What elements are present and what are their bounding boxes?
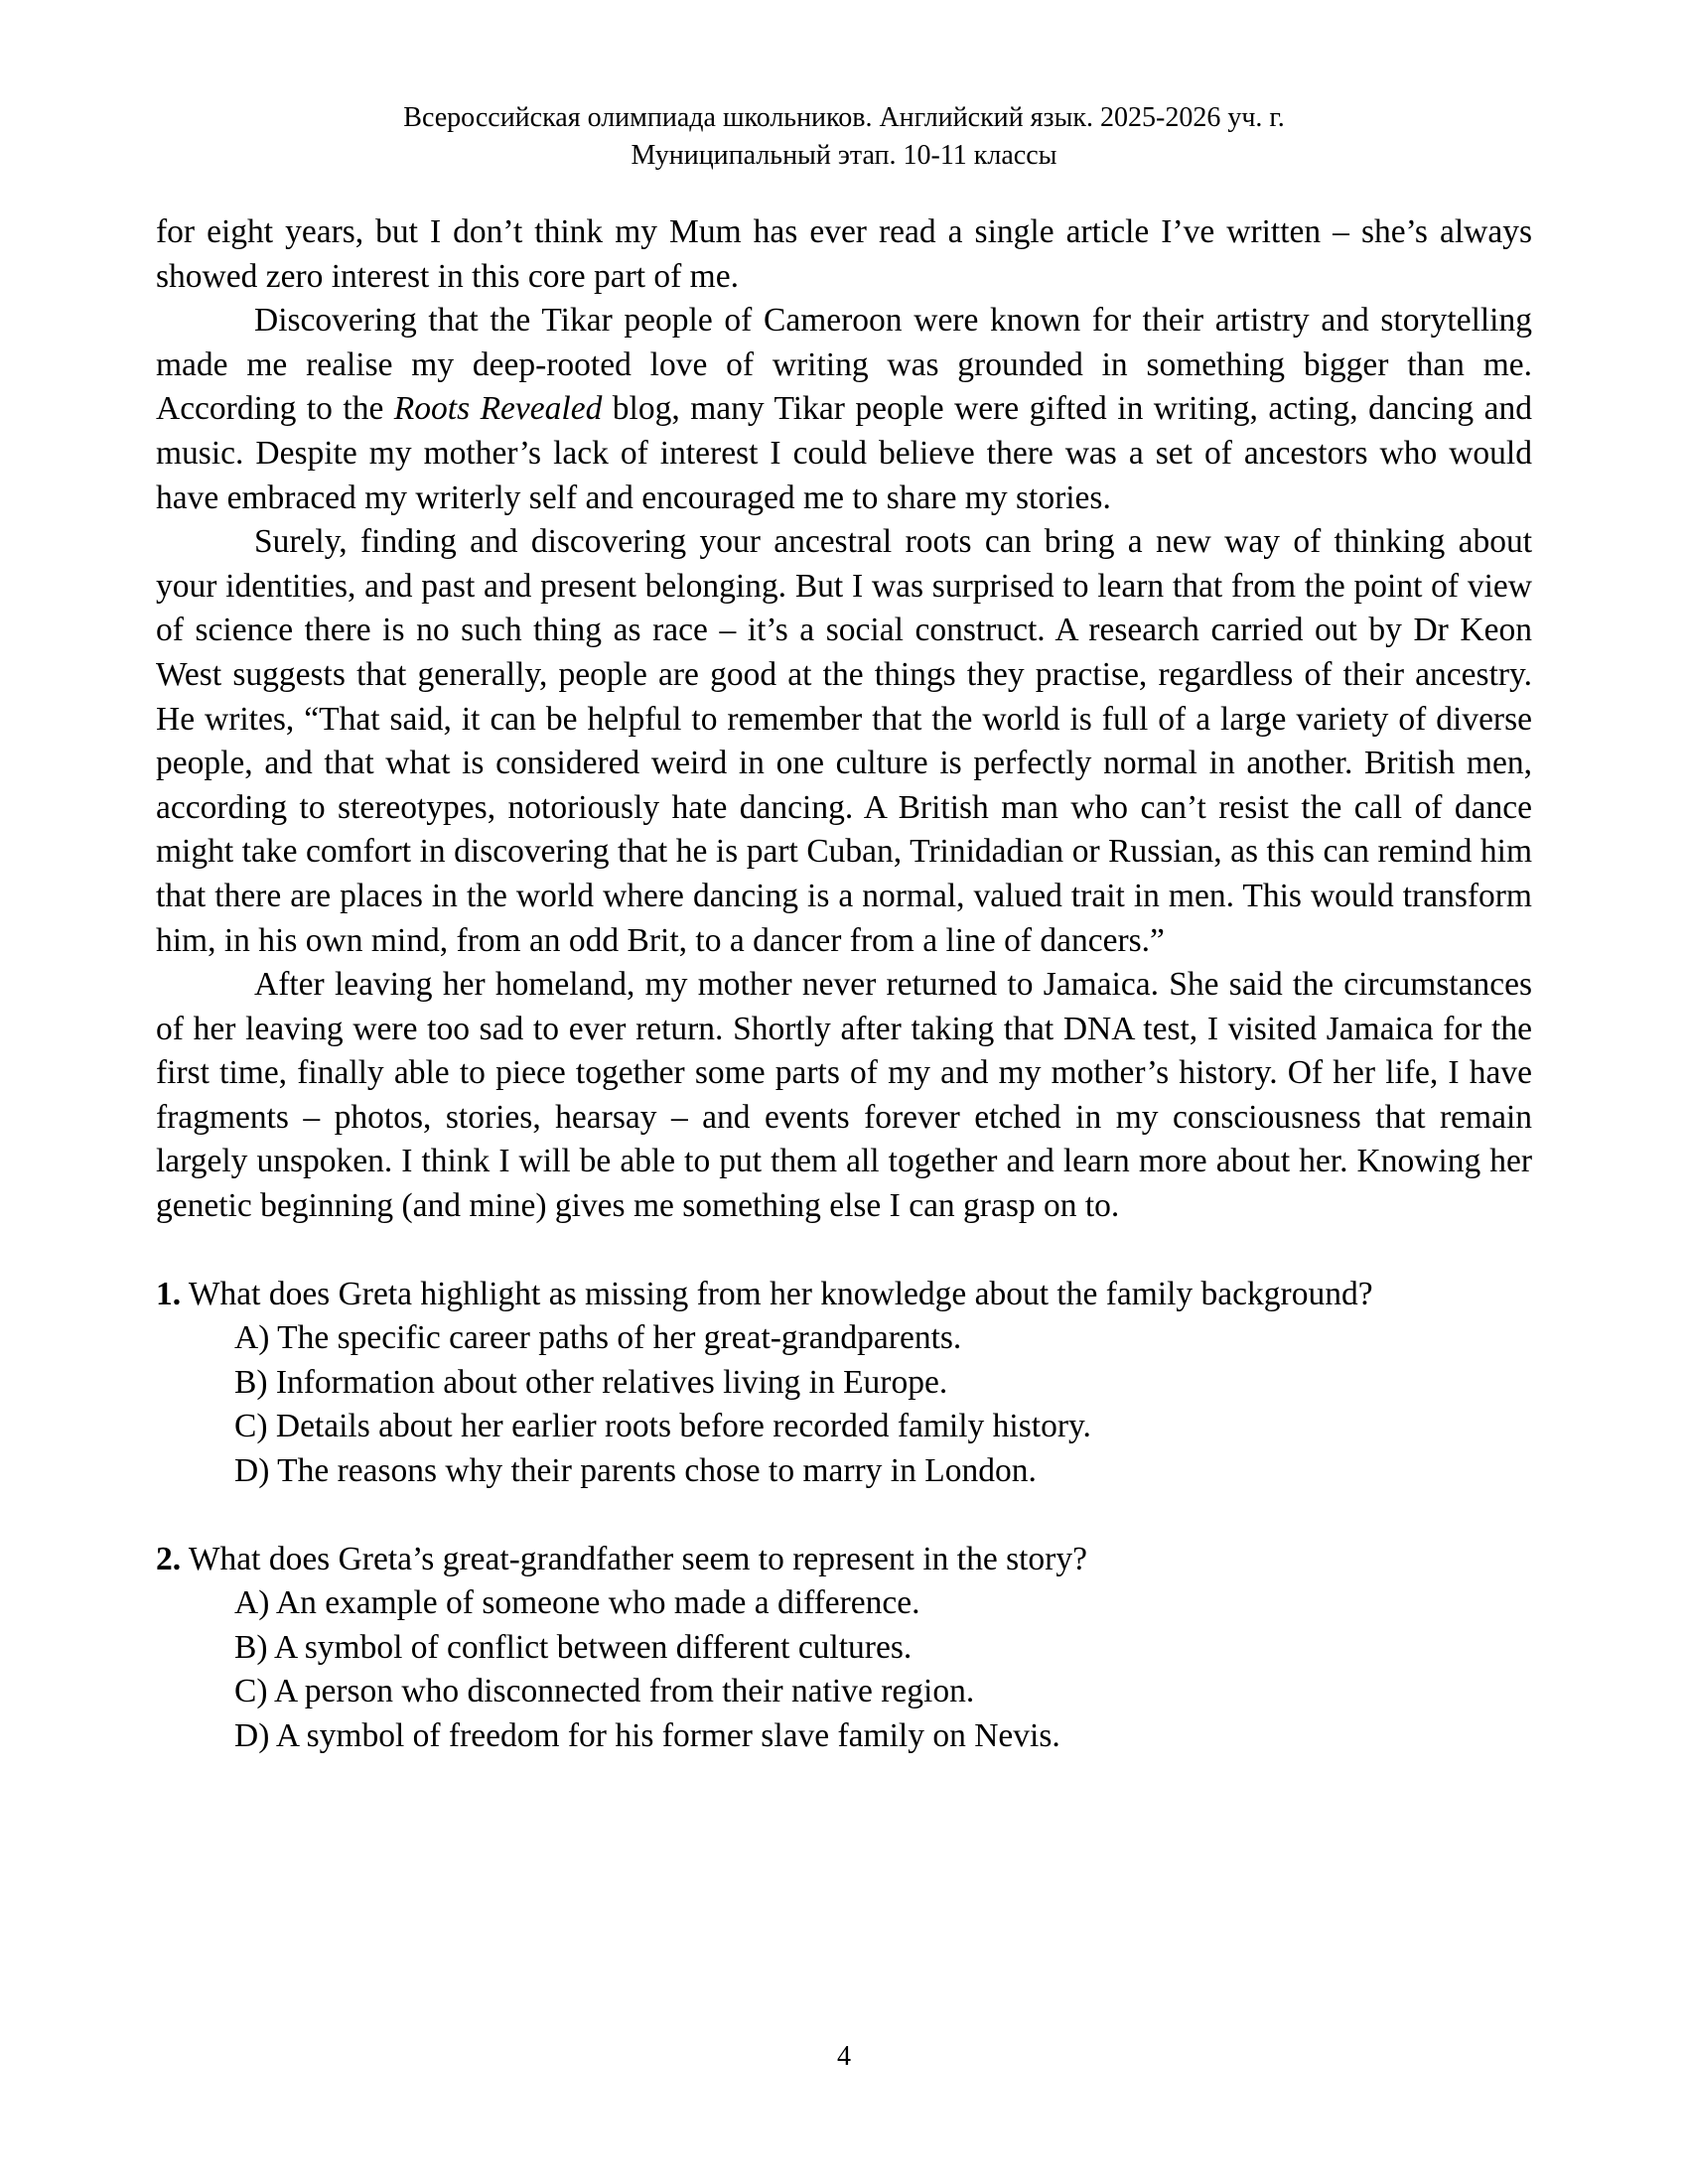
passage-paragraph-1: for eight years, but I don’t think my Mum has ever read a single article I’ve written – she’s always showed zero interest in this core part of me. [156,213,1532,295]
question-2-stem [156,1538,1532,1582]
question-1-option-d: D) The reasons why their parents chose to marry in London. [234,1452,1037,1490]
header-stage-grade: Муниципальный этап. 10-11 классы [631,140,1057,171]
question-1-options [156,1316,1532,1493]
passage-paragraph-3: Surely, finding and discovering your ancestral roots can bring a new way of thinking about your identities, and past and present belonging. But I was surprised to learn that from the point of view of science there is no such thing as race – it’s a social construct. A research carried out by Dr Keon West suggests that generally, people are good at the things they practise, regardless of their ancestry. He writes, “That said, it can be helpful to remember that the world is full of a large variety of diverse people, and that what is considered weird in one culture is perfectly normal in another. British men, according to stereotypes, notoriously hate dancing. A British man who can’t resist the call of dance might take comfort in discovering that he is part Cuban, Trinidadian or Russian, as this can remind him that there are places in the world where dancing is a normal, valued trait in men. This would transform him, in his own mind, from an odd Brit, to a dancer from a line of dancers.” [156,523,1532,959]
blog-title-roots-revealed: Roots Revealed [393,390,603,428]
page-content [156,210,1532,1759]
question-2 [156,1538,1532,1759]
question-2-number: 2. [156,1540,182,1577]
question-2-option-d: D) A symbol of freedom for his former slave family on Nevis. [234,1717,1060,1754]
passage-p2-text-before: Discovering that the Tikar people of Cameroon were known for their artistry and storytelling made me realise my deep-rooted love of writing was grounded in something bigger than me. According to the [156,302,1532,428]
question-1-text: What does Greta highlight as missing from her knowledge about the family background? [181,1275,1373,1312]
question-2-option-c: C) A person who disconnected from their native region. [234,1673,975,1710]
passage-paragraph-2 [156,299,1532,520]
question-1-option-c: C) Details about her earlier roots before recorded family history. [234,1408,1091,1445]
question-1-option-a: A) The specific career paths of her great-grandparents. [234,1319,962,1357]
passage-p2-text-after: blog, many Tikar people were gifted in writing, acting, dancing and music. Despite my mother’s lack of interest I could believe there was a set of ancestors who would have embraced my writerly self and encouraged me to share my stories. [156,390,1532,516]
page-number: 4 [837,2041,851,2072]
question-1-option-b: B) Information about other relatives living in Europe. [234,1363,948,1401]
question-1-number: 1. [156,1275,182,1312]
header-olympiad-title: Всероссийская олимпиада школьников. Английский язык. 2025-2026 уч. г. [403,102,1285,133]
question-2-options [156,1581,1532,1758]
question-2-option-b: B) A symbol of conflict between different cultures. [234,1628,913,1666]
question-2-option-a: A) An example of someone who made a difference. [234,1584,920,1622]
passage-paragraph-4: After leaving her homeland, my mother never returned to Jamaica. She said the circumstances of her leaving were too sad to ever return. Shortly after taking that DNA test, I visited Jamaica for the first time, finally able to piece together some parts of my and my mother’s history. Of her life, I have fragments – photos, stories, hearsay – and events forever etched in my consciousness that remain largely unspoken. I think I will be able to put them all together and learn more about her. Knowing her genetic beginning (and mine) gives me something else I can grasp on to. [156,966,1532,1225]
question-1 [156,1273,1532,1494]
question-2-text: What does Greta’s great-grandfather seem to represent in the story? [181,1540,1087,1577]
question-1-stem [156,1273,1532,1317]
page-header [0,99,1688,175]
